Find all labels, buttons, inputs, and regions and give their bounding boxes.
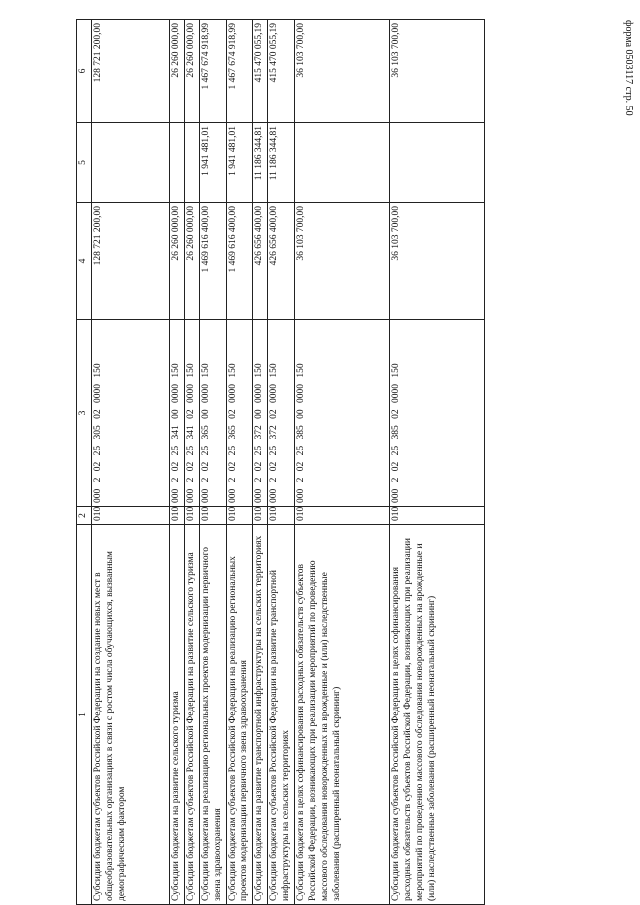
- table-row: [294, 20, 389, 905]
- executed-amount: [389, 123, 484, 203]
- unexecuted-amount: 128 721 200,00: [92, 20, 170, 123]
- rotated-page: [76, 20, 612, 905]
- approved-amount: 1 469 616 400,00: [226, 203, 253, 320]
- row-line-code: 010: [92, 507, 170, 525]
- row-line-code: 010: [199, 507, 226, 525]
- row-name: Субсидии бюджетам в целях софинансирования расходных обязательств субъектов Российской Федерации, возникающих при реализации мероприятий по проведению массового обследования новорожденных на врожденные и (или) наследственные заболевания (расширенный неонатальный скрининг): [294, 525, 389, 905]
- executed-amount: 1 941 481,01: [199, 123, 226, 203]
- table-row: [184, 20, 199, 905]
- approved-amount: 26 260 000,00: [170, 203, 185, 320]
- table-row: [226, 20, 253, 905]
- row-name: Субсидии бюджетам субъектов Российской Федерации на развитие сельского туризма: [184, 525, 199, 905]
- row-name: Субсидии бюджетам на развитие транспортной инфраструктуры на сельских территориях: [253, 525, 268, 905]
- column-number: 1: [77, 525, 92, 905]
- column-number: 2: [77, 507, 92, 525]
- approved-amount: 426 656 400,00: [253, 203, 268, 320]
- income-classification-code: 000 2 02 25 365 02 0000 150: [226, 320, 253, 507]
- income-classification-code: 000 2 02 25 385 02 0000 150: [389, 320, 484, 507]
- table-row: [253, 20, 268, 905]
- table-row: [92, 20, 170, 905]
- table-row: [268, 20, 295, 905]
- table-row: [389, 20, 484, 905]
- row-name: Субсидии бюджетам на развитие сельского туризма: [170, 525, 185, 905]
- row-name: Субсидии бюджетам субъектов Российской Федерации на реализацию региональных проектов модернизации первичного звена здравоохранения: [226, 525, 253, 905]
- row-line-code: 010: [226, 507, 253, 525]
- unexecuted-amount: 1 467 674 918,99: [226, 20, 253, 123]
- row-line-code: 010: [268, 507, 295, 525]
- executed-amount: [184, 123, 199, 203]
- row-line-code: 010: [170, 507, 185, 525]
- approved-amount: 36 103 700,00: [389, 203, 484, 320]
- income-classification-code: 000 2 02 25 305 02 0000 150: [92, 320, 170, 507]
- row-line-code: 010: [294, 507, 389, 525]
- unexecuted-amount: 26 260 000,00: [170, 20, 185, 123]
- executed-amount: [170, 123, 185, 203]
- column-number-row: [77, 20, 92, 905]
- unexecuted-amount: 415 470 055,19: [268, 20, 295, 123]
- income-classification-code: 000 2 02 25 341 02 0000 150: [184, 320, 199, 507]
- column-number: 3: [77, 320, 92, 507]
- row-name: Субсидии бюджетам на реализацию региональных проектов модернизации первичного звена здравоохранения: [199, 525, 226, 905]
- column-number: 4: [77, 203, 92, 320]
- approved-amount: 36 103 700,00: [294, 203, 389, 320]
- income-table: [76, 19, 485, 905]
- column-number: 6: [77, 20, 92, 123]
- approved-amount: 26 260 000,00: [184, 203, 199, 320]
- row-name: Субсидии бюджетам субъектов Российской Федерации на создание новых мест в общеобразовательных организациях в связи с ростом числа обучающихся, вызванным демографическим фактором: [92, 525, 170, 905]
- approved-amount: 426 656 400,00: [268, 203, 295, 320]
- row-line-code: 010: [253, 507, 268, 525]
- income-classification-code: 000 2 02 25 372 00 0000 150: [253, 320, 268, 507]
- row-name: Субсидии бюджетам субъектов Российской Федерации на развитие транспортной инфраструктуры на сельских территориях: [268, 525, 295, 905]
- unexecuted-amount: 36 103 700,00: [389, 20, 484, 123]
- row-name: Субсидии бюджетам субъектов Российской Федерации в целях софинансирования расходных обязательств субъектов Российской Федерации, возникающих при реализации мероприятий по проведению массового обследования новорожденных на врожденные и (или) наследственные заболевания (расширенный неонатальный скрининг): [389, 525, 484, 905]
- unexecuted-amount: 415 470 055,19: [253, 20, 268, 123]
- table-row: [170, 20, 185, 905]
- income-classification-code: 000 2 02 25 385 00 0000 150: [294, 320, 389, 507]
- executed-amount: 1 941 481,01: [226, 123, 253, 203]
- row-line-code: 010: [389, 507, 484, 525]
- row-line-code: 010: [184, 507, 199, 525]
- executed-amount: 11 186 344,81: [268, 123, 295, 203]
- table-row: [199, 20, 226, 905]
- executed-amount: 11 186 344,81: [253, 123, 268, 203]
- approved-amount: 1 469 616 400,00: [199, 203, 226, 320]
- income-classification-code: 000 2 02 25 372 02 0000 150: [268, 320, 295, 507]
- executed-amount: [92, 123, 170, 203]
- income-classification-code: 000 2 02 25 341 00 0000 150: [170, 320, 185, 507]
- unexecuted-amount: 26 260 000,00: [184, 20, 199, 123]
- form-reference: форма 0503117 стр. 50: [623, 20, 634, 116]
- column-number: 5: [77, 123, 92, 203]
- unexecuted-amount: 36 103 700,00: [294, 20, 389, 123]
- income-classification-code: 000 2 02 25 365 00 0000 150: [199, 320, 226, 507]
- unexecuted-amount: 1 467 674 918,99: [199, 20, 226, 123]
- executed-amount: [294, 123, 389, 203]
- approved-amount: 128 721 200,00: [92, 203, 170, 320]
